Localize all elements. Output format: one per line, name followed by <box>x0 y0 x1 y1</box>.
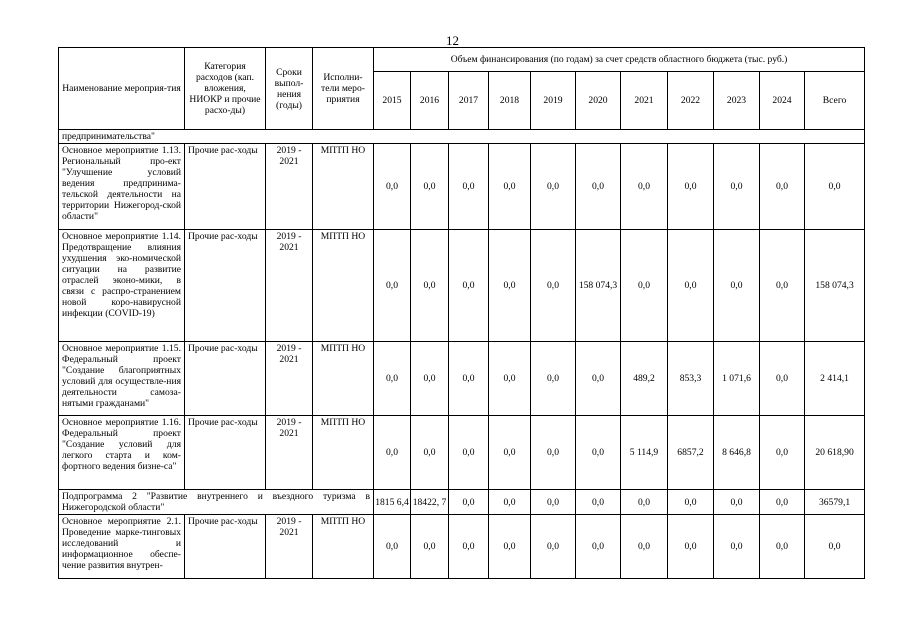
col-header-executors: Исполни-тели меро-приятия <box>313 48 374 130</box>
year-header: 2020 <box>576 72 621 130</box>
col-header-funding: Объем финансирования (по годам) за счет средств областного бюджета (тыс. руб.) <box>374 48 865 72</box>
funding-value: 0,0 <box>576 144 621 230</box>
funding-value: 158 074,3 <box>576 230 621 342</box>
funding-value: 0,0 <box>449 416 489 490</box>
funding-value: 0,0 <box>668 230 714 342</box>
measure-executor: МПТП НО <box>313 515 374 579</box>
funding-value: 0,0 <box>374 515 411 579</box>
funding-value: 0,0 <box>760 515 805 579</box>
funding-value: 0,0 <box>411 144 449 230</box>
measure-category: Прочие рас-ходы <box>185 416 266 490</box>
funding-value: 0,0 <box>805 144 865 230</box>
measure-term: 2019 - 2021 <box>266 416 313 490</box>
subprogram-row <box>59 490 865 515</box>
funding-value: 1815 6,4 <box>374 490 411 515</box>
funding-value: 0,0 <box>531 490 576 515</box>
measure-category: Прочие рас-ходы <box>185 515 266 579</box>
funding-value: 18422, 7 <box>411 490 449 515</box>
table-row <box>59 342 865 416</box>
funding-table <box>58 47 865 579</box>
funding-value: 0,0 <box>374 416 411 490</box>
col-header-category: Категория расходов (кап. вложения, НИОКР и прочие расхо-ды) <box>185 48 266 130</box>
funding-value: 0,0 <box>489 342 531 416</box>
funding-value: 5 114,9 <box>621 416 668 490</box>
measure-category: Прочие рас-ходы <box>185 230 266 342</box>
funding-value: 0,0 <box>668 144 714 230</box>
funding-value: 0,0 <box>411 342 449 416</box>
funding-value: 0,0 <box>714 144 760 230</box>
measure-category: Прочие рас-ходы <box>185 144 266 230</box>
funding-value: 0,0 <box>531 342 576 416</box>
measure-name: Основное мероприятие 1.15. Федеральный проект "Создание благоприятных условий для осуществле-ния деятельности самоза-нятыми гражданами" <box>59 342 185 416</box>
measure-executor: МПТП НО <box>313 144 374 230</box>
funding-value: 0,0 <box>576 490 621 515</box>
funding-value: 2 414,1 <box>805 342 865 416</box>
year-header: 2016 <box>411 72 449 130</box>
table-row <box>59 230 865 342</box>
funding-value: 0,0 <box>621 515 668 579</box>
col-header-term: Сроки выпол-нения (годы) <box>266 48 313 130</box>
year-header: Всего <box>805 72 865 130</box>
measure-term: 2019 - 2021 <box>266 144 313 230</box>
table-row <box>59 144 865 230</box>
funding-value: 0,0 <box>668 515 714 579</box>
funding-value: 0,0 <box>531 515 576 579</box>
funding-value: 0,0 <box>449 144 489 230</box>
year-header: 2015 <box>374 72 411 130</box>
funding-value: 0,0 <box>489 490 531 515</box>
funding-value: 0,0 <box>714 490 760 515</box>
funding-value: 0,0 <box>576 342 621 416</box>
funding-value: 0,0 <box>374 144 411 230</box>
funding-value: 0,0 <box>449 230 489 342</box>
funding-value: 0,0 <box>531 416 576 490</box>
measure-name: Основное мероприятие 1.16. Федеральный проект "Создание условий для легкого старта и ком-фортного ведения бизне-са" <box>59 416 185 490</box>
funding-value: 20 618,90 <box>805 416 865 490</box>
measure-term: 2019 - 2021 <box>266 230 313 342</box>
funding-value: 0,0 <box>374 230 411 342</box>
funding-value: 0,0 <box>760 416 805 490</box>
funding-value: 0,0 <box>760 144 805 230</box>
funding-value: 0,0 <box>531 144 576 230</box>
funding-value: 0,0 <box>576 515 621 579</box>
funding-value: 0,0 <box>489 515 531 579</box>
year-header: 2017 <box>449 72 489 130</box>
funding-value: 0,0 <box>760 342 805 416</box>
funding-value: 853,3 <box>668 342 714 416</box>
funding-value: 0,0 <box>621 230 668 342</box>
measure-term: 2019 - 2021 <box>266 515 313 579</box>
funding-value: 0,0 <box>411 230 449 342</box>
year-header: 2021 <box>621 72 668 130</box>
funding-value: 0,0 <box>489 230 531 342</box>
measure-term: 2019 - 2021 <box>266 342 313 416</box>
year-header: 2023 <box>714 72 760 130</box>
funding-value: 0,0 <box>449 342 489 416</box>
col-header-name: Наименование мероприя-тия <box>59 48 185 130</box>
funding-value: 0,0 <box>805 515 865 579</box>
funding-value: 0,0 <box>714 515 760 579</box>
continued-text: предпринимательства" <box>59 130 865 144</box>
funding-value: 0,0 <box>760 490 805 515</box>
year-header: 2024 <box>760 72 805 130</box>
measure-executor: МПТП НО <box>313 342 374 416</box>
funding-value: 0,0 <box>449 515 489 579</box>
funding-value: 489,2 <box>621 342 668 416</box>
funding-value: 1 071,6 <box>714 342 760 416</box>
funding-value: 0,0 <box>576 416 621 490</box>
funding-value: 0,0 <box>489 144 531 230</box>
measure-executor: МПТП НО <box>313 416 374 490</box>
funding-value: 0,0 <box>760 230 805 342</box>
funding-value: 0,0 <box>531 230 576 342</box>
funding-value: 0,0 <box>449 490 489 515</box>
measure-category: Прочие рас-ходы <box>185 342 266 416</box>
funding-value: 0,0 <box>411 416 449 490</box>
page-number: 12 <box>446 33 459 48</box>
funding-value: 36579,1 <box>805 490 865 515</box>
subprogram-name: Подпрограмма 2 "Развитие внутреннего и въездного туризма в Нижегородской области" <box>59 490 374 515</box>
funding-value: 0,0 <box>714 230 760 342</box>
funding-value: 0,0 <box>621 144 668 230</box>
funding-value: 0,0 <box>668 490 714 515</box>
funding-value: 0,0 <box>374 342 411 416</box>
measure-name: Основное мероприятие 1.14. Предотвращение влияния ухудшения эко-номической ситуации на развитие отраслей эконо-мики, в связи с распро-странением новой коро-навирусной инфекции (COVID-19) <box>59 230 185 342</box>
measure-executor: МПТП НО <box>313 230 374 342</box>
funding-value: 158 074,3 <box>805 230 865 342</box>
funding-value: 6857,2 <box>668 416 714 490</box>
table-row <box>59 416 865 490</box>
funding-value: 0,0 <box>411 515 449 579</box>
measure-name: Основное мероприятие 2.1. Проведение марке-тинговых исследований и информационное обеспе-чение развития внутрен- <box>59 515 185 579</box>
table-body <box>59 130 865 579</box>
year-header: 2018 <box>489 72 531 130</box>
year-header: 2022 <box>668 72 714 130</box>
measure-name: Основное мероприятие 1.13. Региональный про-ект "Улучшение условий ведения предпринима-тельской деятельности на территории Нижегород-ской области" <box>59 144 185 230</box>
funding-value: 8 646,8 <box>714 416 760 490</box>
funding-value: 0,0 <box>621 490 668 515</box>
funding-value: 0,0 <box>489 416 531 490</box>
table-row <box>59 515 865 579</box>
year-header: 2019 <box>531 72 576 130</box>
